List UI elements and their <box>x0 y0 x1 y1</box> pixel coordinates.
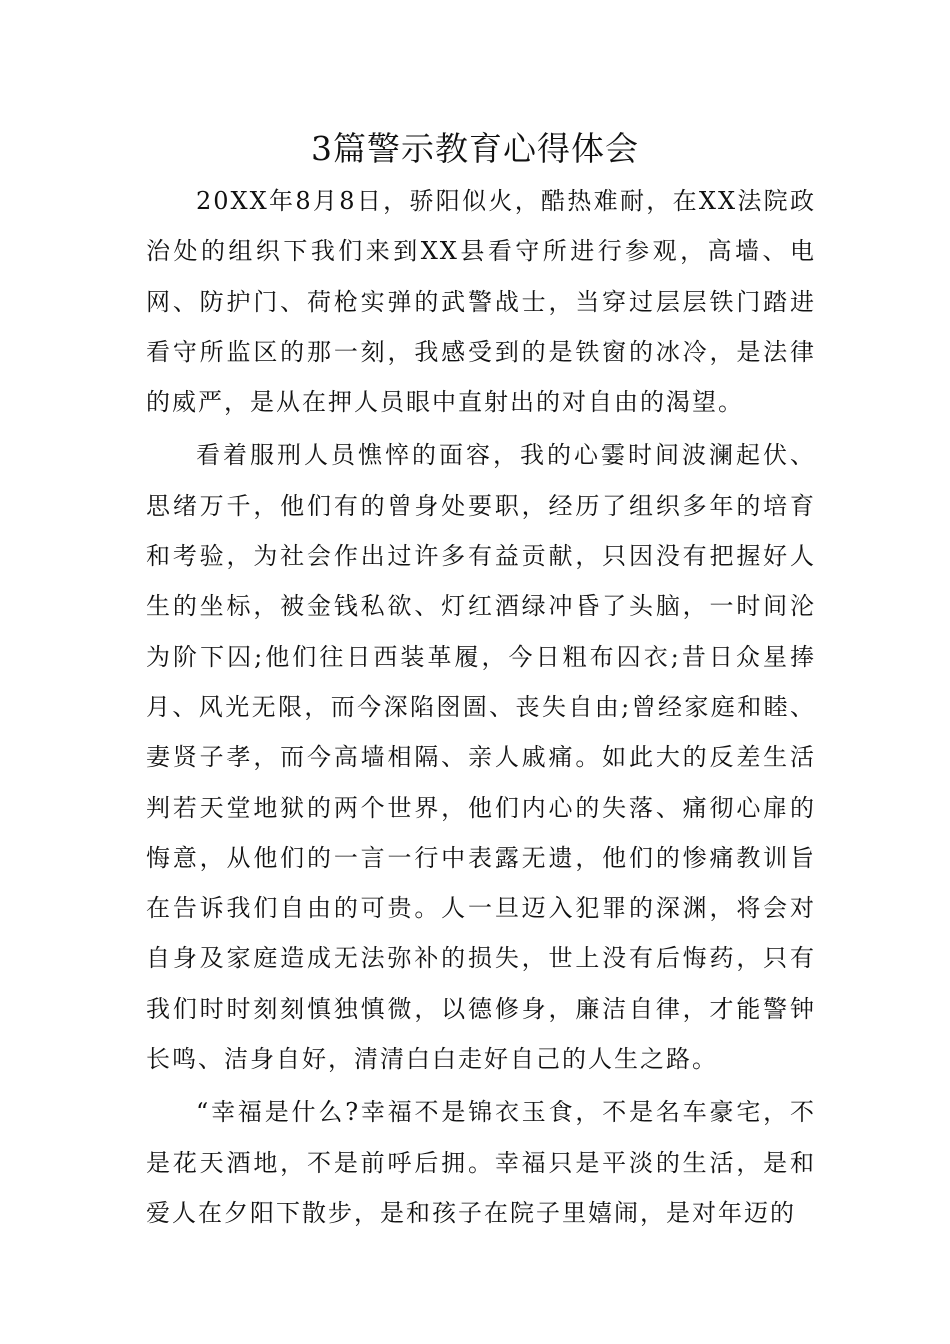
paragraph-2: 看着服刑人员憔悴的面容，我的心霎时间波澜起伏、思绪万千，他们有的曾身处要职，经历了组织多年的培育和考验，为社会作出过许多有益贡献，只因没有把握好人生的坐标，被金钱私欲、灯红酒绿冲昏了头脑，一时间沦为阶下囚;他们往日西装革履，今日粗布囚衣;昔日众星捧月、风光无限，而今深陷囹圄、丧失自由;曾经家庭和睦、妻贤子孝，而今高墙相隔、亲人戚痛。如此大的反差生活判若天堂地狱的两个世界，他们内心的失落、痛彻心扉的悔意，从他们的一言一行中表露无遗，他们的惨痛教训旨在告诉我们自由的可贵。人一旦迈入犯罪的深渊，将会对自身及家庭造成无法弥补的损失，世上没有后悔药，只有我们时时刻刻慎独慎微，以德修身，廉洁自律，才能警钟长鸣、洁身自好，清清白白走好自己的人生之路。 <box>146 441 816 1074</box>
document-title: 3篇警示教育心得体会 <box>311 129 639 168</box>
paragraph-3: “幸福是什么?幸福不是锦衣玉食，不是名车豪宅，不是花天酒地，不是前呼后拥。幸福只是平淡的生活，是和爱人在夕阳下散步，是和孩子在院子里嬉闹，是对年迈的 <box>146 1098 816 1227</box>
document-body <box>146 176 816 1238</box>
paragraph-1: 20XX年8月8日，骄阳似火，酷热难耐，在XX法院政治处的组织下我们来到XX县看守所进行参观，高墙、电网、防护门、荷枪实弹的武警战士，当穿过层层铁门踏进看守所监区的那一刻，我感受到的是铁窗的冰冷，是法律的威严，是从在押人员眼中直射出的对自由的渴望。 <box>146 187 816 417</box>
